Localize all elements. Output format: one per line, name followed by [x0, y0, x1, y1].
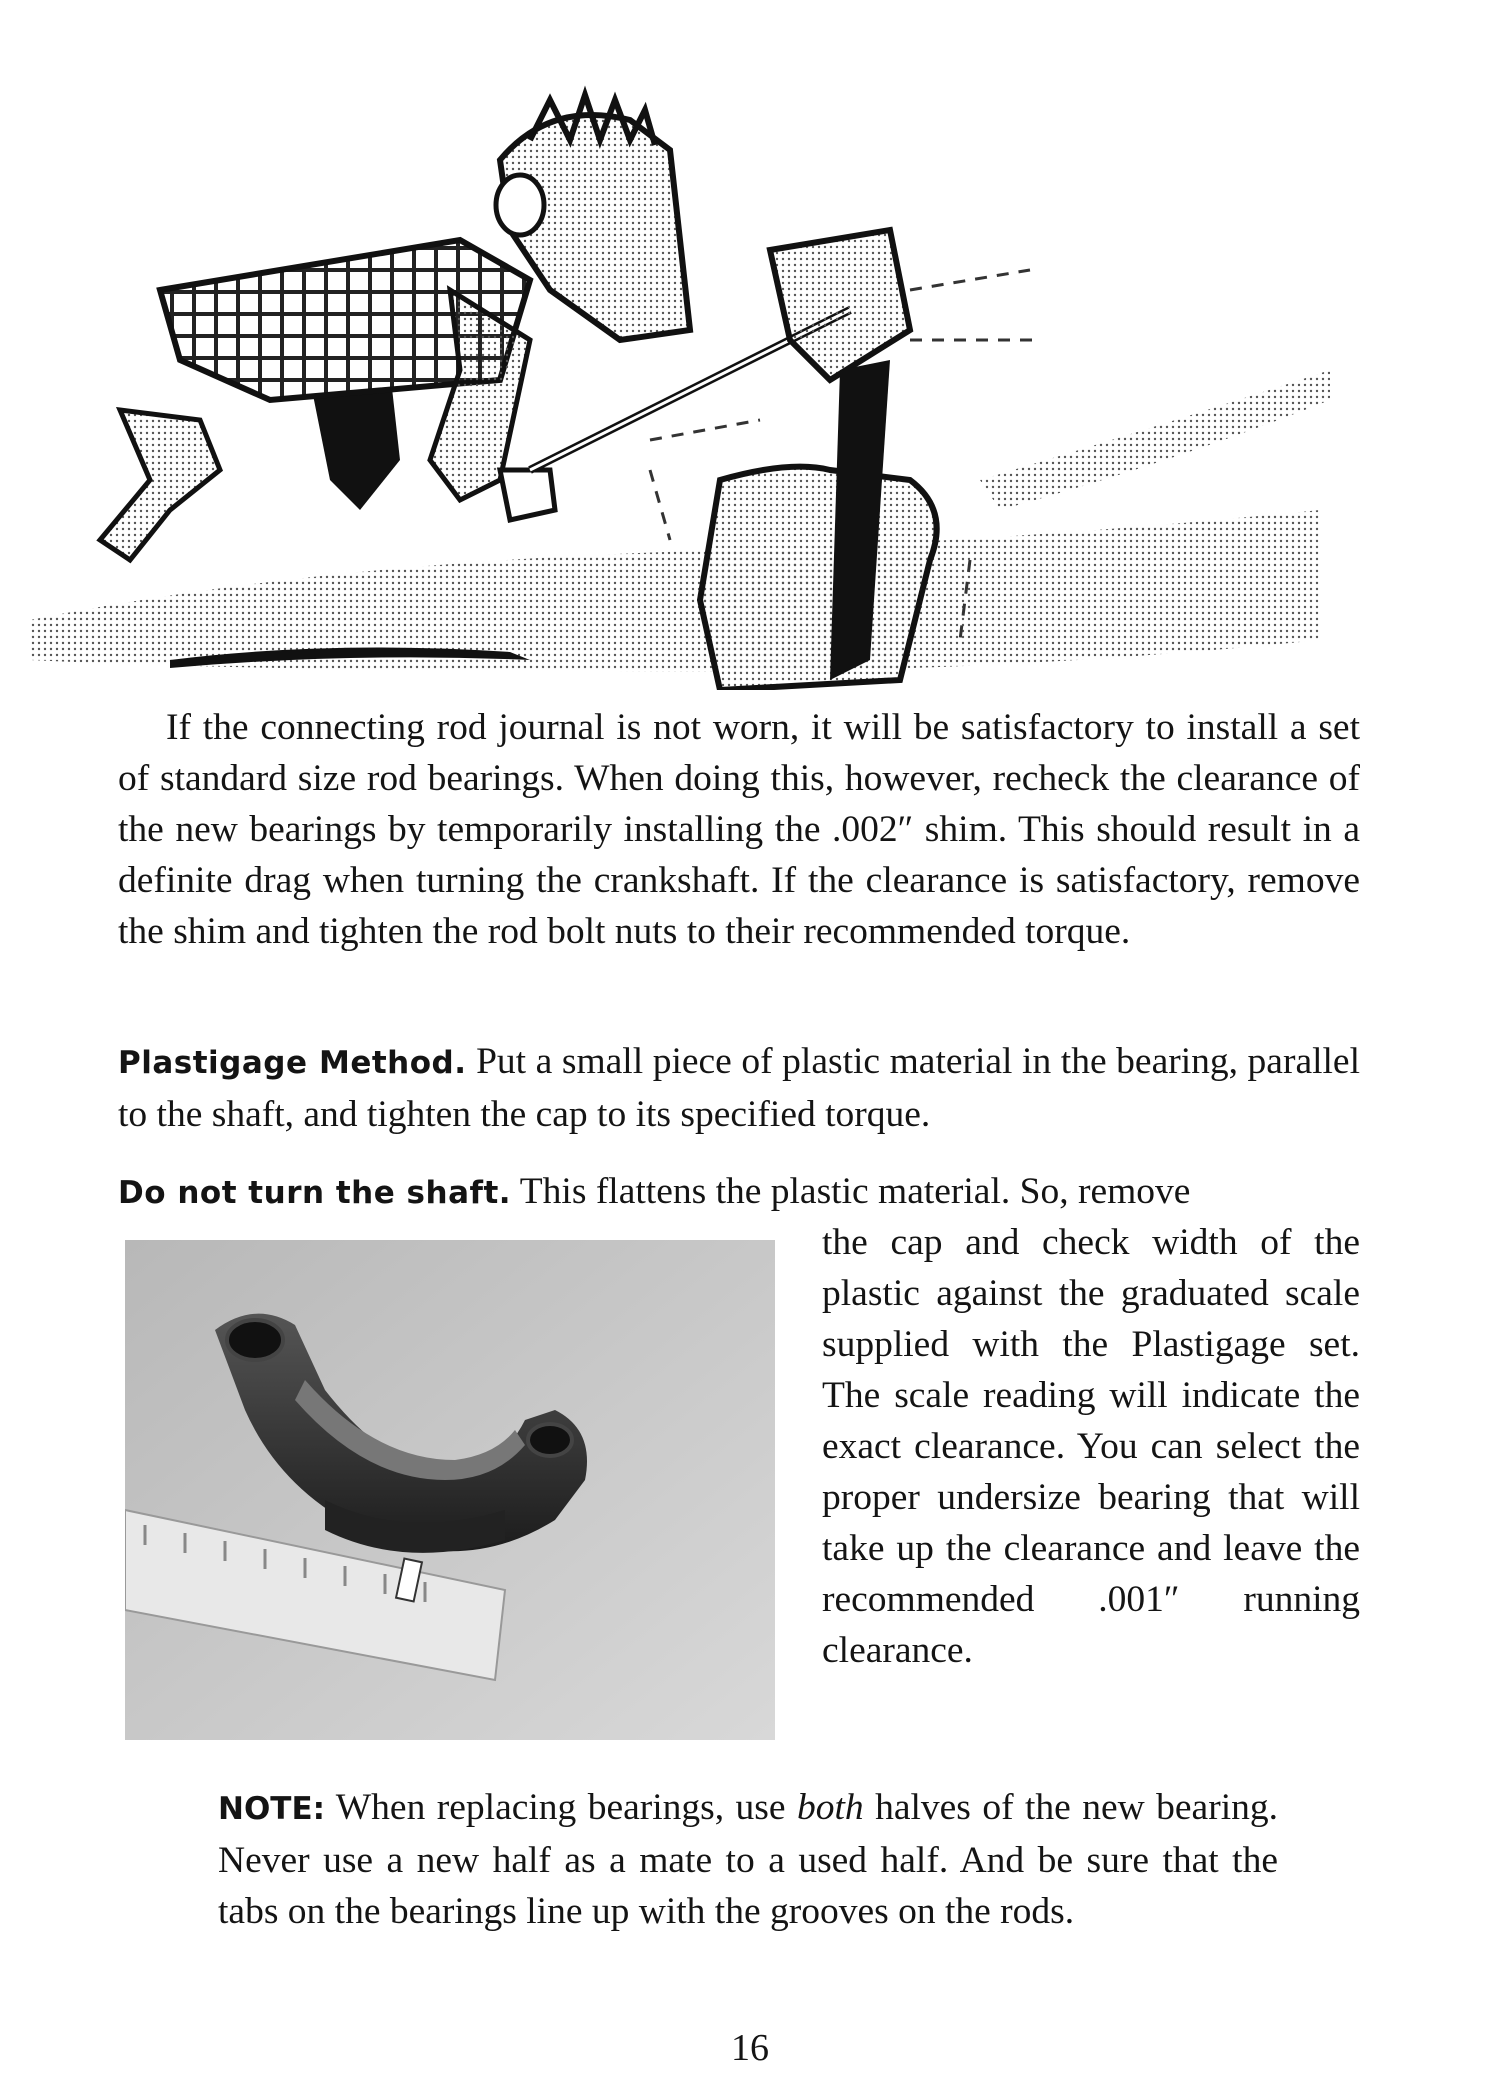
woodchopper-illustration [30, 40, 1350, 690]
do-not-turn-text-top: This flattens the plastic material. So, remove [511, 1171, 1191, 1212]
plastigage-method-heading: Plastigage Method. [118, 1045, 467, 1081]
plastigage-method-text: Put a small piece of plastic material in the bearing, parallel to the shaft, and tighten the cap to its specified torque. [118, 1041, 1360, 1135]
page-number: 16 [731, 2027, 769, 2069]
note-text-b: halves of the new bearing. Never use a new half as a mate to a used half. And be sure that the tabs on the bearings line up with the grooves on the rods. [218, 1787, 1278, 1932]
do-not-turn-heading: Do not turn the shaft. [118, 1175, 512, 1211]
note-paragraph [218, 1782, 1278, 1937]
note-emphasis: both [796, 1787, 864, 1828]
bearing-cap-photo [125, 1240, 775, 1740]
do-not-turn-text-side: the cap and check width of the plastic against the graduated scale supplied with the Plastigage set. The scale reading will indicate the exact clearance. You can select the proper undersize bearing that will take up the clearance and leave the recommended .001″ running clearance. [822, 1222, 1360, 1671]
paragraph-standard-bearings: If the connecting rod journal is not worn, it will be satisfactory to install a set of standard size rod bearings. When doing this, however, recheck the clearance of the new bearings by temporarily installing the .002″ shim. This should result in a definite drag when turning the crankshaft. If the clearance is satisfactory, remove the shim and tighten the rod bolt nuts to their recommended torque. [118, 707, 1360, 952]
note-text-a: When replacing bearings, use [325, 1787, 797, 1828]
paragraph-plastigage-method [118, 1036, 1360, 1140]
paragraph-do-not-turn [118, 1166, 1360, 1219]
note-label: NOTE: [218, 1791, 326, 1827]
